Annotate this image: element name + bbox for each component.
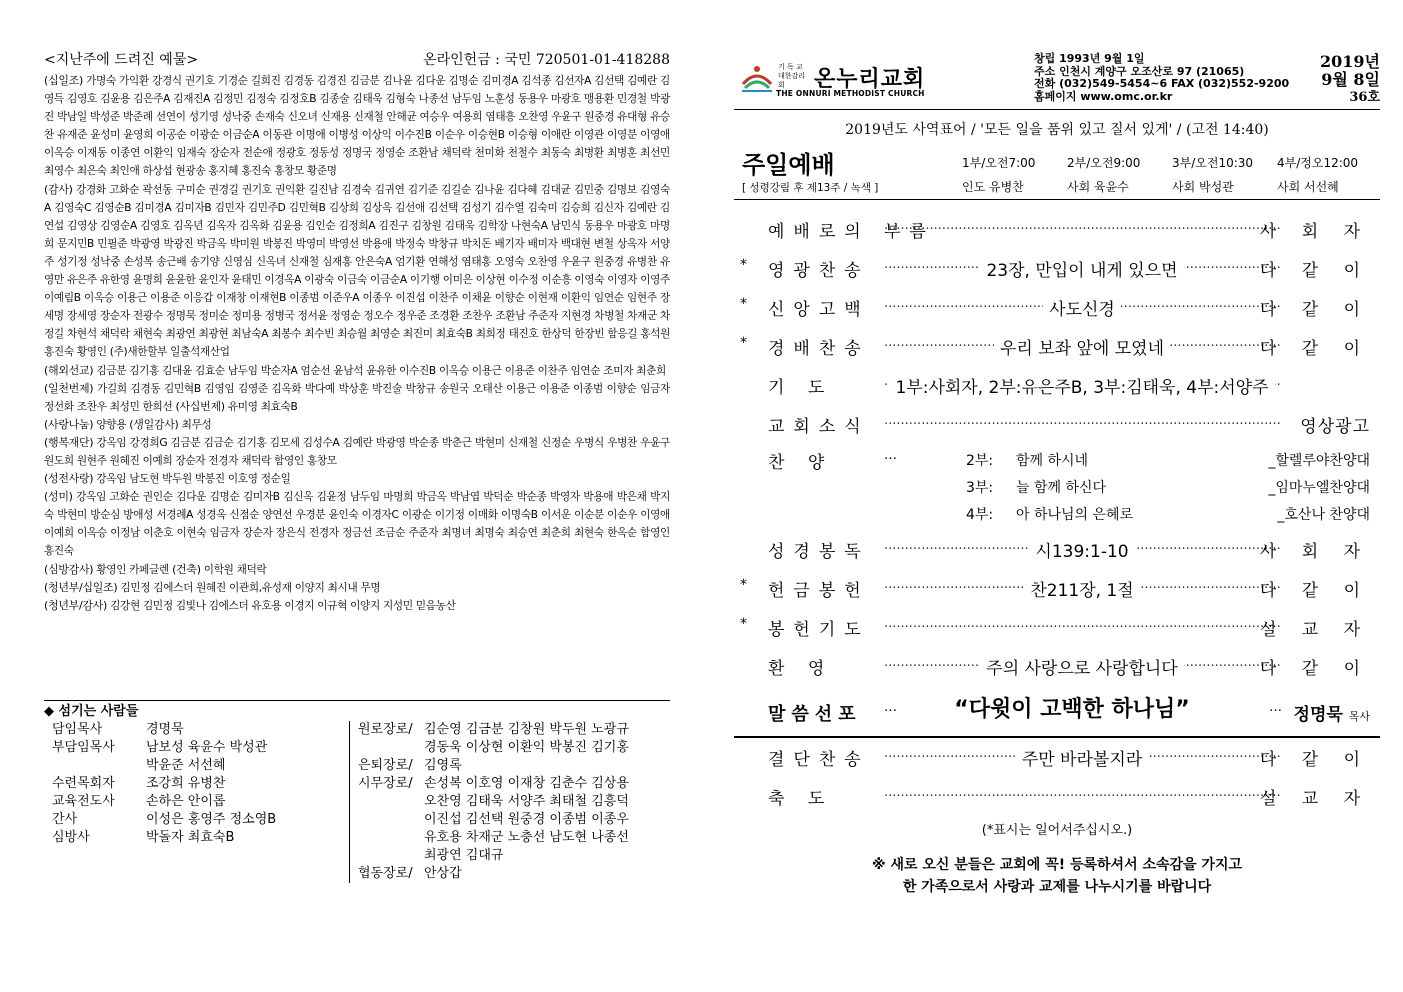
offering-group: [44, 380, 670, 416]
elder-row: [358, 811, 670, 829]
worship-item-text: 시139:1-10: [1029, 542, 1134, 562]
offering-category: (사랑나눔): [44, 417, 94, 431]
worship-item-leader: 설 교 자: [1259, 789, 1370, 809]
worship-item: [734, 647, 1380, 686]
worship-item-leader: 영상광고: [1300, 417, 1370, 437]
staff-names: 조강희 유병찬: [146, 776, 226, 791]
worship-item: [734, 288, 1380, 327]
welcome-message: [734, 854, 1380, 898]
bulletin-issue-number: 36호: [1349, 90, 1380, 105]
worship-item-content: [884, 745, 1280, 770]
service-leader: 사회 서선혜: [1277, 180, 1339, 194]
offering-group: [44, 561, 670, 579]
choir-name: _할렐루야찬양대: [1268, 453, 1370, 469]
staff-role: 심방사: [52, 830, 90, 845]
offering-names: 양향용: [96, 418, 127, 431]
worship-item: [734, 210, 1380, 249]
standing-mark: *: [740, 577, 747, 593]
worship-item-content: [884, 576, 1280, 601]
worship-item-name: 환 영: [768, 659, 834, 679]
staff-elders: [350, 721, 670, 883]
service-time: 2부/오전9:00: [1067, 156, 1141, 170]
church-contact-info: [1034, 53, 1289, 103]
elder-names: 손성복 이호영 이재창 김춘수 김상용: [424, 776, 629, 791]
offering-category: (감사): [44, 182, 73, 196]
staff-pastors: [44, 721, 350, 883]
elder-names: 오찬영 김태욱 서양주 최태철 김흥덕: [424, 794, 629, 809]
offering-names: 강옥임 고화순 권인순 김다운 김명순 김미자B 김신옥 김윤정 남두임 마명희 박금옥 박남엽 박덕순 박순종 박영자 박용애 박은채 박지숙 박현미 방순심 방애성 서경례A 성경옥 신점순 양연선 우경분 윤인숙 이경자C 이광순 이기정 이매화 이명숙B 이서운 이순분 이순우 이영애 이예희 이옥승 이정남 이춘호 이현숙 임금자 장순자 장은식 전경자 정금선 조금순 주준자 최명녀 최명숙 최승연 최춘희 최현숙 한옥순 함영인 홍진숙: [44, 491, 670, 558]
choir-line: [966, 502, 1370, 529]
offering-names: 가길희 김경동 김민혁B 김영임 김영준 김옥화 박다예 박상훈 박진술 박창규 송원국 오태산 이용근 이용준 이종범 이향순 임금자 정선화 조찬우 최성민 한희선: [44, 382, 670, 413]
elder-role: [358, 847, 424, 865]
offering-category: (성미): [44, 490, 73, 504]
worship-item: [734, 738, 1380, 777]
service-leader: 사회 박성관: [1172, 180, 1234, 194]
choir-song: 함께 하시네: [1016, 453, 1089, 469]
worship-item-name: 성경봉독: [768, 542, 870, 562]
offerings-section: [44, 50, 670, 615]
dot-leader: …: [884, 448, 897, 463]
staff-row: [52, 829, 349, 847]
worship-item-name: 경배찬송: [768, 339, 870, 359]
worship-item-name: 교회소식: [768, 417, 870, 437]
service-time: 3부/오전10:30: [1172, 156, 1254, 170]
worship-item-name: 헌금봉헌: [768, 581, 870, 601]
worship-item-text: 주의 사랑으로 사랑합니다: [980, 659, 1183, 679]
service-time: 1부/오전7:00: [962, 156, 1036, 170]
staff-role: 간사: [52, 812, 78, 827]
worship-item: [734, 777, 1380, 816]
worship-item-leader: 사 회 자: [1259, 542, 1370, 562]
offering-names: 최무성: [181, 418, 212, 431]
worship-item: [734, 249, 1380, 288]
elder-role: 원로장로/: [358, 722, 413, 737]
elder-role: [358, 811, 424, 829]
elder-row: [358, 793, 670, 811]
offering-names: 황영인 카페글렌: [96, 563, 169, 576]
elder-row: [358, 865, 670, 883]
sermon-title: “다윗이 고백한 하나님”: [954, 697, 1190, 722]
staff-names: 남보성 육윤수 박성관: [146, 740, 268, 755]
offering-group: [44, 597, 670, 615]
offering-category: (행복재단): [44, 435, 94, 449]
worship-item-content: [884, 537, 1280, 562]
dot-leader: [884, 789, 1280, 804]
offering-names: 김강현 김민정 김빛나 김에스더 유호용 이경지 이규혁 이양지 지성민 믿음농산: [110, 599, 456, 612]
worship-item-leader: 다 같 이: [1259, 261, 1370, 281]
church-logo: [740, 58, 980, 98]
worship-item-text: 찬211장, 1절: [1024, 581, 1139, 601]
offering-category: (생일감사): [129, 417, 179, 431]
offering-names: 유미영 최효숙B: [227, 400, 298, 413]
elder-role: 협동장로/: [358, 866, 413, 881]
elder-row: [358, 775, 670, 793]
offering-names: 김금분 김기홍 김대윤 김효순 남두임 박순자A 엄순선 윤남석 윤유한 이수진B 이옥승 이용근 이용준 이찬주 임연순 조미자 최춘희: [96, 364, 666, 377]
church-name: 온누리교회: [814, 67, 926, 92]
service-leaders: [962, 178, 1377, 196]
welcome-line: 한 가족으로서 사랑과 교제를 나누시기를 바랍니다: [902, 879, 1212, 895]
staff-names: 이성은 홍영주 정소영B: [146, 812, 277, 827]
worship-item-content: [884, 334, 1280, 359]
staff-role: 담임목사: [52, 722, 103, 737]
worship-item-name: 예배로의 부름: [768, 222, 935, 242]
offering-group: [44, 434, 670, 470]
choir-name: _임마누엘찬양대: [1268, 480, 1370, 496]
staff-title: ◆ 섬기는 사람들: [44, 704, 139, 719]
choir-line: [966, 475, 1370, 502]
offering-names: 강경화 고화순 곽선동 구미순 권경길 권기호 권익환 길진남 김경숙 김귀연 김기준 김길순 김나윤 김다혜 김대균 김민중 김명보 김영숙A 김영숙C 김영순B 김미경A 김미자B 김민자 김민주D 김민혁B 김상희 김상옥 김선애 김선택 김성기 김수열 김숙미 김승희 김신자 김예란 김연섭 김영상 김영순A 김영호 김옥년 김옥자 김옥화 김윤용 김인순 김정희A 김진구 김창원 김태욱 김학장 나현숙A 남민식 동용우 마광호 마명희 문지민B 민필준 박광영 박광진 박금옥 박미원 박봉진 박영미 박영선 박용애 박정숙 박창규 박치돈 배기자 배미자 백대현 변철 상옥자 서양주 성기정 성낙중 손성복 송근배 송기양 신영심 신옥녀 신재철 심재홍 안은숙A 엄기환 연해성 염태홍 오영숙 오찬영 우윤구 원중경 유병찬 유영만 유은주 유한영 윤명희 윤윤한 윤인자 윤태민 이경옥A 이광숙 이금숙 이금순A 이기행 이미은 이상현 이수정 이순흥 이영숙 이영자 이영주 이예림B 이옥승 이용근 이용준 이응갑 이재창 이재현B 이종범 이준우A 이종우 이진섭 이찬주 이채윤 이향순 이현재 이환익 임연순 임현주 장세명 장세영 장순자 전광수 정명묵 정미순 정미용 정병국 정서윤 정영순 정오수 정우준 조경환 조찬우 조환남 주준자 지현경 차병철 차재군 차정길 차현석 채덕락 채현숙 최광연 최광현 최남숙A 최봉수 최수빈 최승월 최영순 최진미 최효숙B 최희정 태진호 한상덕 한장빈 함응길 홍석원 홍진숙 황영인 (주)새한할부 일출석재산업: [44, 183, 670, 359]
offering-group: [44, 470, 670, 488]
elder-names: 최광연 김대규: [424, 848, 504, 863]
offering-category: (십일조): [44, 74, 83, 87]
staff-row: [52, 757, 349, 775]
denomination-label: 기 독 교 대한감리회: [778, 63, 806, 89]
worship-item-name: 말씀선포: [768, 704, 862, 725]
offering-group: [44, 488, 670, 560]
elder-names: 유호용 차재군 노충선 남도현 나종선: [424, 830, 629, 845]
bulletin-cover: [734, 50, 1380, 898]
bulletin-date: [1320, 53, 1380, 107]
offering-category: (청년부/감사): [44, 598, 108, 612]
elder-names: 김영록: [424, 758, 462, 773]
dot-leader: [884, 417, 1280, 432]
worship-item-name: 신앙고백: [768, 300, 870, 320]
staff-names: 손하은 안이롭: [146, 794, 226, 809]
worship-item-leader: 다 같 이: [1259, 581, 1370, 601]
worship-item-content: [884, 373, 1280, 398]
standing-mark: *: [740, 296, 747, 312]
choir-line: [966, 448, 1370, 475]
staff-row: [52, 721, 349, 739]
worship-item-sermon: [734, 686, 1380, 738]
elder-role: [358, 793, 424, 811]
liturgical-season: [ 성령강림 후 제13주 / 녹색 ]: [742, 182, 879, 194]
staff-role: [52, 757, 146, 775]
worship-item-leader: 설 교 자: [1259, 620, 1370, 640]
dot-leader: …: [1269, 700, 1282, 715]
worship-item-name: 결단찬송: [768, 750, 870, 770]
worship-item-text: 1부:사회자, 2부:유은주B, 3부:김태욱, 4부:서양주: [889, 378, 1274, 398]
staff-row: [52, 811, 349, 829]
offering-category: (사십번제): [175, 399, 225, 413]
offering-group: [44, 362, 670, 380]
staff-row: [52, 793, 349, 811]
staff-section: [44, 700, 670, 883]
worship-item-name: 영광찬송: [768, 261, 870, 281]
elder-role: 은퇴장로/: [358, 758, 413, 773]
dot-leader: [884, 222, 1280, 237]
offering-names: 강옥임 남도현 박두원 박봉진 이호영 정순일: [96, 473, 291, 486]
worship-item-leader: 다 같 이: [1259, 750, 1370, 770]
offerings-title: <지난주에 드려진 예물>: [44, 52, 199, 68]
offerings-header: [44, 50, 670, 70]
staff-role: 교육전도사: [52, 794, 115, 809]
staff-row: [52, 739, 349, 757]
elder-role: [358, 739, 424, 757]
choir-service: 4부:: [966, 507, 994, 523]
choir-list: [966, 448, 1370, 529]
worship-item-text: 주만 바라볼지라: [1016, 750, 1148, 770]
elder-names: 김순영 김금분 김창원 박두원 노광규: [424, 722, 629, 737]
offering-category: (건축): [172, 562, 201, 576]
offering-category: (해외선교): [44, 363, 94, 377]
offering-category: (심방감사): [44, 562, 94, 576]
worship-item-content: [884, 256, 1280, 281]
speaker-name: 정명묵: [1293, 705, 1343, 725]
elder-row: [358, 721, 670, 739]
choir-name: _호산나 찬양대: [1277, 507, 1370, 523]
church-emblem-icon: [740, 60, 774, 94]
service-header: [734, 150, 1380, 200]
elder-names: 이진섭 김선택 원중경 이종범 이종우: [424, 812, 629, 827]
standing-mark: *: [740, 257, 747, 273]
church-name-english: THE ONNURI METHODIST CHURCH: [776, 89, 925, 98]
offerings-list: [44, 72, 670, 615]
offering-category: (일천번제): [44, 381, 94, 395]
worship-item-leader: 사 회 자: [1259, 222, 1370, 242]
elder-names: 안상갑: [424, 866, 462, 881]
worship-item: [734, 327, 1380, 366]
offering-names: 김민정 김에스더 원혜진 이관희,유성재 이양지 최시내 무명: [120, 581, 381, 594]
worship-item: [734, 366, 1380, 405]
elder-row: [358, 757, 670, 775]
elder-row: [358, 847, 670, 865]
worship-item: [734, 530, 1380, 569]
worship-item-name: 봉헌기도: [768, 620, 870, 640]
online-offering-account: 온라인헌금 : 국민 720501-01-418288: [423, 52, 670, 68]
order-of-worship: [734, 210, 1380, 816]
worship-item-text: 우리 보좌 앞에 모였네: [994, 339, 1170, 359]
worship-item: [734, 569, 1380, 608]
offering-names: 이학원 채덕락: [203, 563, 267, 576]
worship-item-leader: 다 같 이: [1259, 300, 1370, 320]
staff-row: [52, 775, 349, 793]
worship-item-leader: 다 같 이: [1259, 659, 1370, 679]
worship-item-content: [884, 654, 1280, 679]
choir-song: 늘 함께 하신다: [1016, 480, 1107, 496]
dot-leader: …: [884, 700, 897, 715]
worship-item-choir: [734, 444, 1380, 530]
worship-item: [734, 405, 1380, 444]
choir-song: 아 하나님의 은혜로: [1016, 507, 1134, 523]
church-info-line: 전화 (032)549-5454~6 FAX (032)552-9200: [1034, 77, 1290, 90]
ministry-motto: 2019년도 사역표어 / '모든 일을 품위 있고 질서 있게' / (고전 14:40): [845, 122, 1269, 138]
service-title: 주일예배: [742, 151, 835, 179]
offering-category: (성전사랑): [44, 472, 94, 486]
staff-role: 수련목회자: [52, 776, 115, 791]
worship-item: [734, 608, 1380, 647]
elder-role: [358, 829, 424, 847]
offering-group: [44, 72, 670, 181]
dot-leader: [884, 620, 1280, 635]
worship-item-content: [884, 295, 1280, 320]
church-info-line: 창립 1993년 9월 1일: [1034, 52, 1145, 65]
staff-names: 박돌자 최효숙B: [146, 830, 235, 845]
worship-item-text: 23장, 만입이 내게 있으면: [980, 261, 1183, 281]
speaker-title: 목사: [1348, 710, 1370, 723]
worship-item-name: 찬 양: [768, 453, 834, 473]
worship-item-name: 기 도: [768, 378, 834, 398]
elder-row: [358, 829, 670, 847]
sermon-speaker: [1294, 700, 1370, 725]
standing-mark: *: [740, 335, 747, 351]
church-header: [734, 50, 1380, 110]
service-leader: 사회 육윤수: [1067, 180, 1129, 194]
standing-note: (*표시는 일어서주십시오.): [981, 823, 1133, 838]
staff-names: 경명묵: [146, 722, 184, 737]
service-times: [962, 154, 1377, 172]
worship-item-text: 사도신경: [1043, 300, 1121, 320]
staff-names: 박윤준 서선혜: [146, 758, 226, 773]
bulletin-month-day: 9월 8일: [1321, 70, 1380, 89]
worship-item-name: 축 도: [768, 789, 834, 809]
service-time: 4부/정오12:00: [1277, 156, 1359, 170]
worship-item-leader: 다 같 이: [1259, 339, 1370, 359]
staff-role: 부담임목사: [52, 740, 115, 755]
choir-service: 3부:: [966, 480, 994, 496]
church-info-line: 주소 인천시 계양구 오조산로 97 (21065): [1034, 64, 1245, 78]
offering-group: [44, 416, 670, 434]
welcome-line: ※ 새로 오신 분들은 교회에 꼭! 등록하셔서 소속감을 가지고: [871, 857, 1243, 873]
choir-service: 2부:: [966, 453, 994, 469]
church-info-line: 홈페이지 www.omc.or.kr: [1034, 89, 1173, 103]
bulletin-year: 2019년: [1320, 52, 1380, 71]
elder-names: 경동욱 이상현 이환익 박봉진 김기홍: [424, 740, 629, 755]
offering-names: 강옥임 강경희G 김금분 김금순 김기홍 김모세 김성수A 김예란 박광영 박순종 박춘근 박현미 신재철 신정순 우병식 우병찬 우윤구 원도희 원현주 원혜진 이예희 장순자 전경자 채덕락 함영인 홍창모: [44, 436, 670, 467]
offering-names: 가명숙 가익환 강경식 권기호 기경순 길희진 김경동 김경진 김금분 김나윤 김다운 김명순 김미경A 김석종 김선자A 김선택 김예란 김영득 김영호 김윤용 김은주A 김재진A 김정민 김정숙 김정호B 김종술 김태욱 김형숙 나종선 남두임 노훈성 동용우 마광호 맹용환 민경철 박광진 박남일 박성준 박준례 선연이 성기영 성낙중 손재숙 신오녀 신재용 신재철 안해균 여승우 여용희 염태흥 오찬영 우윤구 원중경 유대형 유승찬 유재준 윤성미 윤영희 이공순 이광순 이금순A 이동관 이명애 이병성 이상익 이수진B 이순우 이승현B 이승형 이애란 이영관 이영분 이영애 이옥승 이재동 이종연 이환익 임재숙 장순자 전순애 정광호 정동성 정명국 정영순 조환남 채덕락 천미화 천철수 최동숙 최병환 최병훈 최선민 최영수 최은숙 최인애 하상섭 현광송 홍지혜 홍진숙 홍창모 황준명: [44, 75, 670, 178]
standing-mark: *: [740, 616, 747, 632]
elder-row: [358, 739, 670, 757]
service-leader: 인도 유병찬: [962, 180, 1024, 194]
offering-group: [44, 181, 670, 362]
offering-category: (청년부/십일조): [44, 580, 118, 594]
elder-role: 시무장로/: [358, 776, 413, 791]
offering-group: [44, 579, 670, 597]
